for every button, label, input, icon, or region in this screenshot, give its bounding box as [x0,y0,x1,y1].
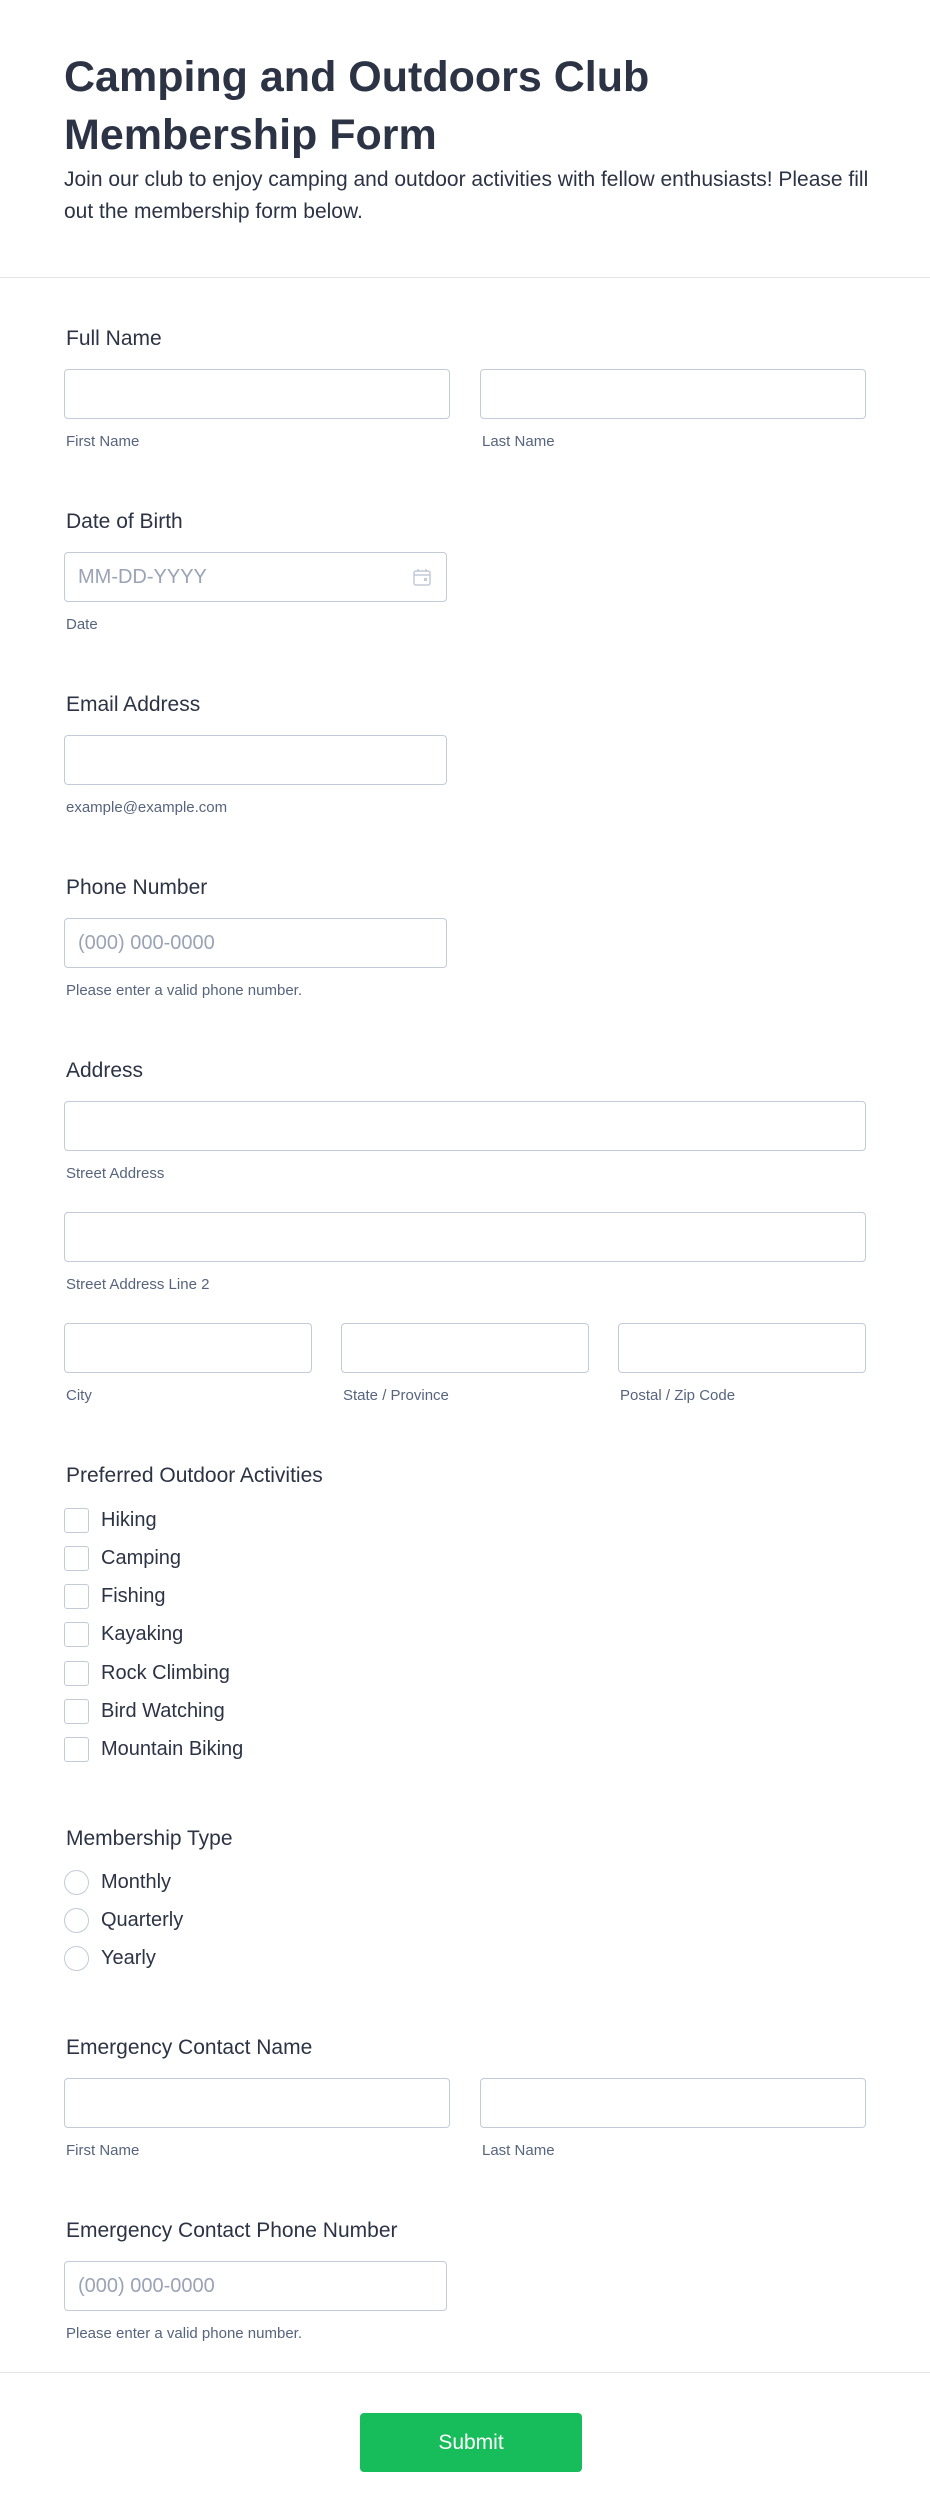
activity-option-label: Hiking [101,1509,157,1531]
first-name-input[interactable] [64,369,450,419]
form-title: Camping and Outdoors Club Membership Form [64,53,650,159]
activities-label: Preferred Outdoor Activities [66,1464,323,1487]
last-name-input[interactable] [480,369,866,419]
emergency-phone-sublabel: Please enter a valid phone number. [66,2325,302,2342]
emergency-first-name-input[interactable] [64,2078,450,2128]
emergency-phone-label: Emergency Contact Phone Number [66,2219,398,2242]
street-address-input[interactable] [64,1101,866,1151]
city-input[interactable] [64,1323,312,1373]
emergency-name-label: Emergency Contact Name [66,2036,313,2059]
membership-radio[interactable] [64,1946,89,1971]
membership-option-label: Quarterly [101,1909,184,1931]
address-label: Address [66,1059,144,1082]
email-label: Email Address [66,693,201,716]
membership-label: Membership Type [66,1827,233,1850]
email-sublabel: example@example.com [66,799,228,816]
submit-button[interactable]: Submit [360,2413,582,2472]
phone-label: Phone Number [66,876,208,899]
state-input[interactable] [341,1323,589,1373]
state-sublabel: State / Province [343,1387,449,1404]
phone-sublabel: Please enter a valid phone number. [66,982,302,999]
activity-option-label: Camping [101,1547,182,1569]
email-input[interactable] [64,735,447,785]
activity-checkbox[interactable] [64,1661,89,1686]
activity-checkbox[interactable] [64,1699,89,1724]
membership-option-label: Monthly [101,1871,172,1893]
activity-option-label: Rock Climbing [101,1662,230,1684]
membership-radio[interactable] [64,1870,89,1895]
emergency-last-name-sublabel: Last Name [482,2142,555,2159]
activity-checkbox[interactable] [64,1622,89,1647]
activity-option-label: Bird Watching [101,1700,225,1722]
street-address-sublabel: Street Address [66,1165,165,1182]
form-description: Join our club to enjoy camping and outdoor activities with fellow enthusiasts! Please fill out the membership form below. [64,168,869,223]
emergency-first-name-sublabel: First Name [66,2142,140,2159]
form-footer [0,2372,930,2520]
emergency-last-name-input[interactable] [480,2078,866,2128]
zip-sublabel: Postal / Zip Code [620,1387,736,1404]
street-address-2-sublabel: Street Address Line 2 [66,1276,210,1293]
zip-input[interactable] [618,1323,866,1373]
dob-sublabel: Date [66,616,98,633]
first-name-sublabel: First Name [66,433,140,450]
membership-option-label: Yearly [101,1947,156,1969]
phone-placeholder: (000) 000-0000 [78,932,215,954]
dob-placeholder: MM-DD-YYYY [78,566,207,588]
dob-label: Date of Birth [66,510,183,533]
activity-checkbox[interactable] [64,1584,89,1609]
full-name-label: Full Name [66,327,162,350]
activity-checkbox[interactable] [64,1546,89,1571]
activity-option-label: Fishing [101,1585,166,1607]
calendar-icon[interactable] [412,567,432,587]
last-name-sublabel: Last Name [482,433,555,450]
emergency-phone-placeholder: (000) 000-0000 [78,2275,215,2297]
form-header [0,0,930,278]
activity-checkbox[interactable] [64,1508,89,1533]
emergency-phone-input[interactable] [64,2261,447,2311]
activity-checkbox[interactable] [64,1737,89,1762]
activity-option-label: Kayaking [101,1623,184,1645]
phone-input[interactable] [64,918,447,968]
city-sublabel: City [66,1387,92,1404]
street-address-2-input[interactable] [64,1212,866,1262]
membership-radio[interactable] [64,1908,89,1933]
activity-option-label: Mountain Biking [101,1738,244,1760]
dob-input[interactable] [64,552,447,602]
